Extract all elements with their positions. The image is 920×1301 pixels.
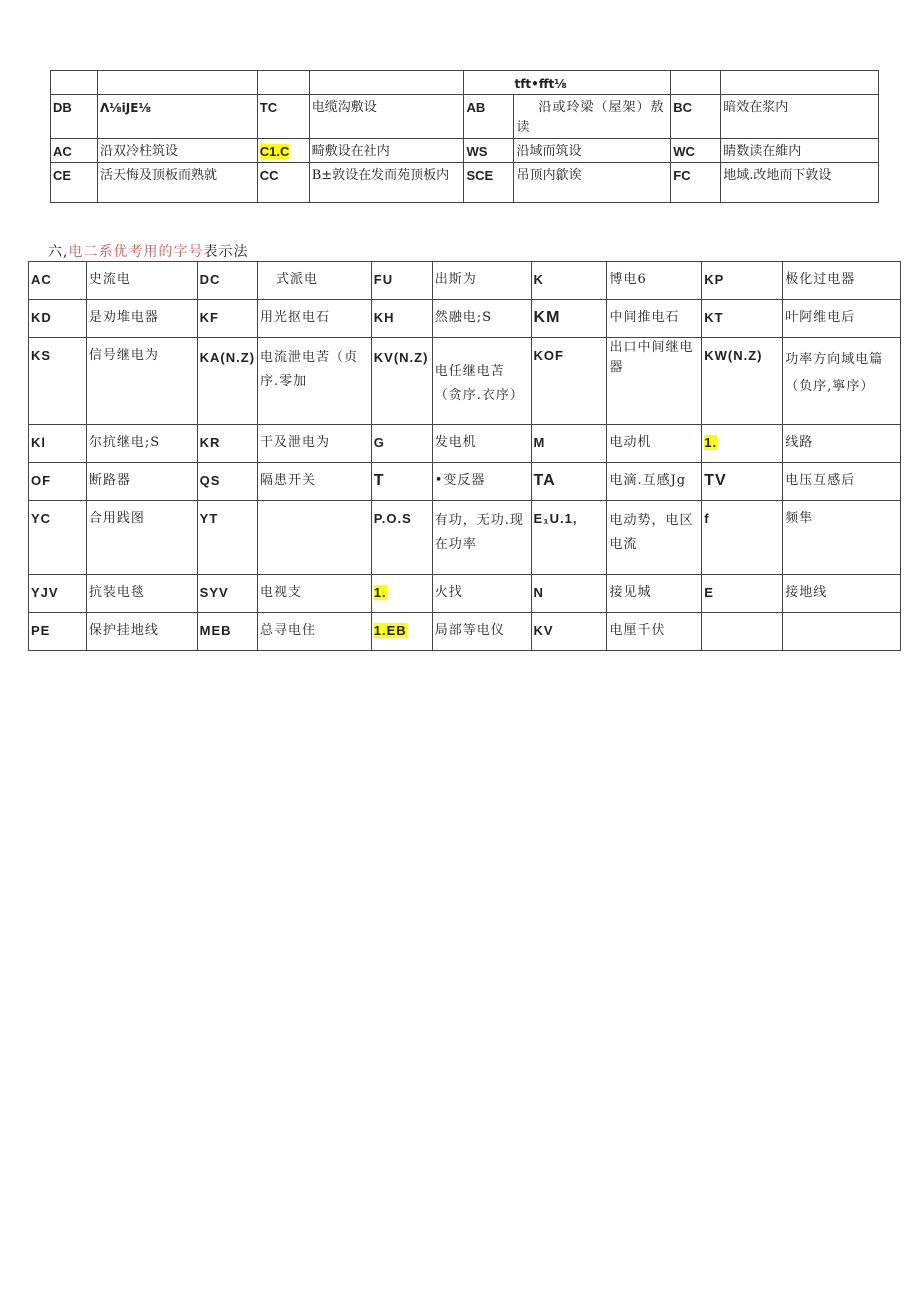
- code-cell: OF: [29, 463, 87, 501]
- table-header-row: [51, 71, 879, 95]
- table-row: [29, 501, 901, 575]
- table-row: [51, 163, 879, 203]
- code-cell: [257, 139, 309, 163]
- code-cell: KH: [371, 300, 432, 338]
- code-cell: M: [531, 425, 607, 463]
- table-row: [29, 338, 901, 425]
- desc-cell: 信号继电为: [86, 338, 197, 425]
- header-cell: [97, 71, 257, 95]
- desc-cell: [783, 613, 901, 651]
- desc-cell: 用光抠电石: [258, 300, 372, 338]
- desc-cell: 电动势，电区电流: [607, 501, 702, 575]
- table-row: [51, 95, 879, 139]
- desc-cell: 沿或玲梁（屋架）敖读: [514, 95, 671, 139]
- desc-cell: 畸敷设在社内: [309, 139, 464, 163]
- desc-cell: 电任继电苫（贪序.衣序）: [432, 338, 531, 425]
- desc-cell: 地域.改地而下敦设: [721, 163, 879, 203]
- code-cell: KV: [531, 613, 607, 651]
- header-cell: [51, 71, 98, 95]
- section-heading: [48, 241, 248, 261]
- code-cell: KR: [197, 425, 257, 463]
- desc-cell: 吊顶内歙诶: [514, 163, 671, 203]
- code-cell: AB: [464, 95, 514, 139]
- desc-cell: 频隼: [783, 501, 901, 575]
- code-cell: KT: [702, 300, 783, 338]
- desc-cell: B±敦设在发而苑顶板内: [309, 163, 464, 203]
- code-cell: CC: [257, 163, 309, 203]
- desc-cell: 电流泄电苦（贞序.零加: [258, 338, 372, 425]
- desc-cell: 叶阿维电后: [783, 300, 901, 338]
- desc-cell: 电动机: [607, 425, 702, 463]
- code-cell: Kl: [29, 425, 87, 463]
- highlighted-code: 1.: [373, 585, 387, 600]
- desc-cell: 断路器: [86, 463, 197, 501]
- desc-cell: •变反器: [432, 463, 531, 501]
- desc-cell: 电视支: [258, 575, 372, 613]
- code-cell: E: [702, 575, 783, 613]
- code-cell: YT: [197, 501, 257, 575]
- table-row: [29, 425, 901, 463]
- code-cell: DB: [51, 95, 98, 139]
- desc-cell: 沿双冷柱筑设: [97, 139, 257, 163]
- code-cell: KP: [702, 262, 783, 300]
- code-cell: [371, 575, 432, 613]
- code-cell: MEB: [197, 613, 257, 651]
- code-cell: WS: [464, 139, 514, 163]
- table-row: [29, 262, 901, 300]
- code-cell: KD: [29, 300, 87, 338]
- desc-cell: 保护挂地线: [86, 613, 197, 651]
- header-cell: [721, 71, 879, 95]
- desc-cell: 火找: [432, 575, 531, 613]
- desc-cell: [258, 501, 372, 575]
- desc-cell: 局部等电仪: [432, 613, 531, 651]
- desc-cell: 出口中间继电器: [607, 338, 702, 425]
- desc-cell: 接地线: [783, 575, 901, 613]
- code-cell: [702, 425, 783, 463]
- code-cell: G: [371, 425, 432, 463]
- code-cell: AC: [51, 139, 98, 163]
- desc-cell: 然融电;S: [432, 300, 531, 338]
- highlighted-code: C1.C: [259, 144, 290, 159]
- code-cell: KOF: [531, 338, 607, 425]
- desc-cell: 发电机: [432, 425, 531, 463]
- desc-cell: 电压互感后: [783, 463, 901, 501]
- code-cell: FC: [671, 163, 721, 203]
- code-cell: f: [702, 501, 783, 575]
- code-cell: E₁U.1,: [531, 501, 607, 575]
- desc-cell: 电缆沟敷设: [309, 95, 464, 139]
- header-cell: [671, 71, 721, 95]
- code-cell: SYV: [197, 575, 257, 613]
- code-cell: N: [531, 575, 607, 613]
- desc-cell: Λ⅛iJE⅛: [97, 95, 257, 139]
- code-cell: KA(N.Z): [197, 338, 257, 425]
- table-row: [29, 575, 901, 613]
- desc-cell: 暗效在浆内: [721, 95, 879, 139]
- desc-cell: 出斯为: [432, 262, 531, 300]
- desc-cell: 有功，无功.现在功率: [432, 501, 531, 575]
- highlighted-code: 1.: [704, 435, 718, 450]
- code-cell: KS: [29, 338, 87, 425]
- header-cell: tft•fft⅛: [464, 71, 671, 95]
- desc-cell: 极化过电器: [783, 262, 901, 300]
- code-cell: AC: [29, 262, 87, 300]
- table-row: [51, 139, 879, 163]
- code-cell: YC: [29, 501, 87, 575]
- code-cell: [702, 613, 783, 651]
- table-row: [29, 463, 901, 501]
- code-cell: TV: [702, 463, 783, 501]
- desc-cell: 干及泄电为: [258, 425, 372, 463]
- code-cell: FU: [371, 262, 432, 300]
- code-cell: P.O.S: [371, 501, 432, 575]
- desc-cell: 线路: [783, 425, 901, 463]
- code-cell: T: [371, 463, 432, 501]
- code-cell: TC: [257, 95, 309, 139]
- desc-cell: 电厘千伏: [607, 613, 702, 651]
- code-cell: KW(N.Z): [702, 338, 783, 425]
- desc-cell: 博电6: [607, 262, 702, 300]
- table-row: [29, 613, 901, 651]
- desc-cell: 合用践图: [86, 501, 197, 575]
- code-cell: DC: [197, 262, 257, 300]
- code-cell: CE: [51, 163, 98, 203]
- letter-codes-table: [28, 261, 901, 651]
- header-cell: [257, 71, 309, 95]
- header-cell: [309, 71, 464, 95]
- code-cell: TA: [531, 463, 607, 501]
- heading-suffix: 表示法: [203, 244, 249, 260]
- code-cell: K: [531, 262, 607, 300]
- desc-cell: 史流电: [86, 262, 197, 300]
- code-cell: KM: [531, 300, 607, 338]
- highlighted-code: 1.EB: [373, 623, 407, 638]
- heading-red-text: 电二系优考用的字号: [68, 244, 204, 260]
- code-cell: YJV: [29, 575, 87, 613]
- code-cell: KF: [197, 300, 257, 338]
- desc-cell: 电滴.互感Jg: [607, 463, 702, 501]
- code-cell: PE: [29, 613, 87, 651]
- code-cell: KV(N.Z): [371, 338, 432, 425]
- desc-cell: 功率方向域电篇（负序,寧序）: [783, 338, 901, 425]
- code-cell: WC: [671, 139, 721, 163]
- desc-cell: 总寻电住: [258, 613, 372, 651]
- heading-prefix: 六,: [48, 244, 69, 260]
- code-cell: QS: [197, 463, 257, 501]
- desc-cell: 抗装电毯: [86, 575, 197, 613]
- desc-cell: 隔患开关: [258, 463, 372, 501]
- laying-methods-table: [50, 70, 879, 203]
- desc-cell: 接见城: [607, 575, 702, 613]
- desc-cell: 是劝堆电器: [86, 300, 197, 338]
- code-cell: BC: [671, 95, 721, 139]
- desc-cell: 活天悔及顶板而熟就: [97, 163, 257, 203]
- desc-cell: 式派电: [258, 262, 372, 300]
- code-cell: [371, 613, 432, 651]
- desc-cell: 沿域而筑设: [514, 139, 671, 163]
- desc-cell: 尔抗继电;S: [86, 425, 197, 463]
- code-cell: SCE: [464, 163, 514, 203]
- desc-cell: 睛数读在維内: [721, 139, 879, 163]
- table-row: [29, 300, 901, 338]
- desc-cell: 中间推电石: [607, 300, 702, 338]
